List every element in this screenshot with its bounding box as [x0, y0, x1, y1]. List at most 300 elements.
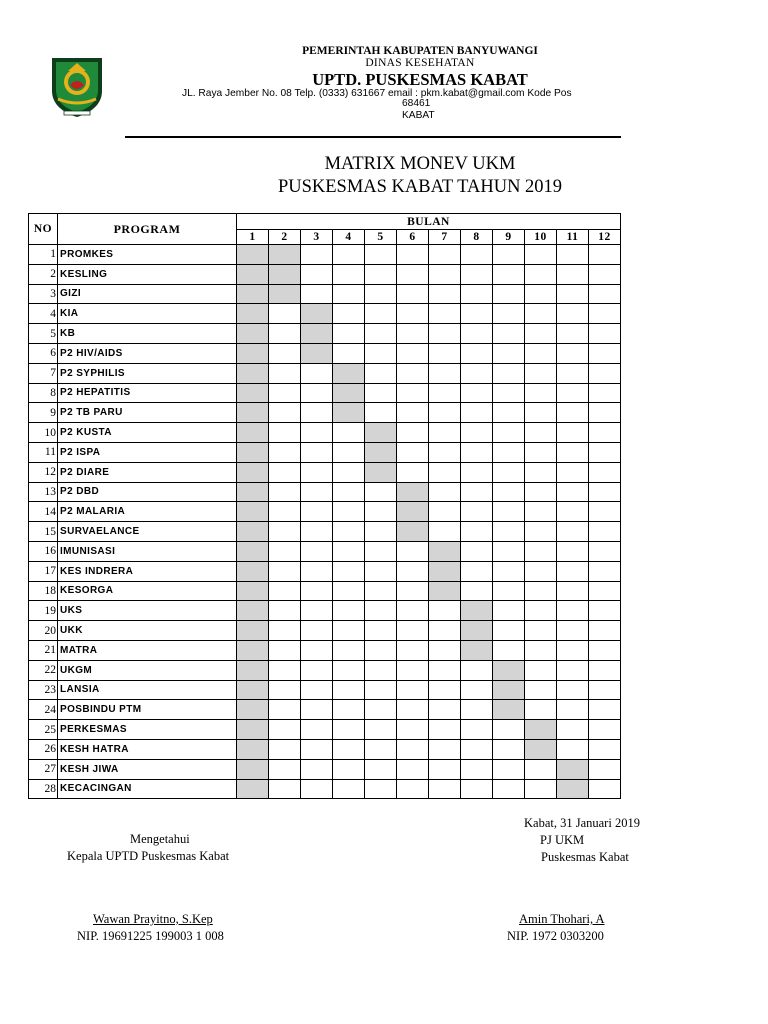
- month-cell: [461, 561, 493, 581]
- month-cell: [301, 442, 333, 462]
- month-cell: [429, 660, 461, 680]
- month-cell: [301, 482, 333, 502]
- month-cell: [269, 561, 301, 581]
- table-row: [29, 343, 621, 363]
- month-cell-scheduled: [269, 264, 301, 284]
- head-name: Wawan Prayitno, S.Kep: [93, 912, 213, 926]
- month-cell-scheduled: [237, 245, 269, 265]
- month-cell: [333, 660, 365, 680]
- month-cell: [429, 383, 461, 403]
- month-cell: [269, 680, 301, 700]
- table-row: [29, 245, 621, 265]
- month-cell: [557, 343, 589, 363]
- month-cell-scheduled: [237, 284, 269, 304]
- table-row: [29, 739, 621, 759]
- month-cell: [589, 601, 621, 621]
- month-cell: [301, 581, 333, 601]
- month-cell: [589, 245, 621, 265]
- signing-date: Kabat, 31 Januari 2019: [524, 816, 640, 830]
- month-cell: [589, 383, 621, 403]
- month-cell: [525, 680, 557, 700]
- month-cell: [525, 403, 557, 423]
- month-cell: [397, 621, 429, 641]
- month-cell: [397, 462, 429, 482]
- month-cell: [301, 363, 333, 383]
- table-row: [29, 502, 621, 522]
- month-cell-scheduled: [237, 541, 269, 561]
- row-number: 14: [29, 502, 58, 522]
- month-cell: [461, 324, 493, 344]
- month-cell: [301, 522, 333, 542]
- month-cell: [525, 423, 557, 443]
- month-cell: [333, 581, 365, 601]
- month-cell-scheduled: [365, 462, 397, 482]
- month-cell: [333, 739, 365, 759]
- row-number: 21: [29, 640, 58, 660]
- table-row: [29, 660, 621, 680]
- month-cell: [557, 502, 589, 522]
- month-cell-scheduled: [237, 680, 269, 700]
- month-cell: [365, 601, 397, 621]
- month-cell: [493, 264, 525, 284]
- month-cell: [301, 383, 333, 403]
- month-cell: [493, 363, 525, 383]
- program-name: GIZI: [58, 284, 237, 304]
- month-cell: [589, 581, 621, 601]
- month-cell: [333, 680, 365, 700]
- row-number: 17: [29, 561, 58, 581]
- month-cell: [557, 621, 589, 641]
- month-cell: [525, 462, 557, 482]
- month-cell: [333, 640, 365, 660]
- month-cell: [269, 324, 301, 344]
- month-cell: [333, 522, 365, 542]
- month-cell: [269, 700, 301, 720]
- month-cell: [525, 779, 557, 799]
- month-cell: [333, 324, 365, 344]
- month-cell: [365, 403, 397, 423]
- row-number: 12: [29, 462, 58, 482]
- month-cell: [493, 739, 525, 759]
- month-cell: [557, 304, 589, 324]
- month-cell: [589, 522, 621, 542]
- month-cell-scheduled: [237, 423, 269, 443]
- institution-name: UPTD. PUSKESMAS KABAT: [312, 70, 528, 89]
- banyuwangi-coat-of-arms-icon: [48, 55, 106, 119]
- month-cell: [429, 245, 461, 265]
- row-number: 3: [29, 284, 58, 304]
- month-cell-scheduled: [365, 442, 397, 462]
- row-number: 10: [29, 423, 58, 443]
- month-cell-scheduled: [429, 581, 461, 601]
- month-cell: [461, 343, 493, 363]
- month-cell: [557, 482, 589, 502]
- month-header: 8: [461, 230, 493, 245]
- month-cell: [493, 581, 525, 601]
- month-cell: [525, 700, 557, 720]
- program-name: POSBINDU PTM: [58, 700, 237, 720]
- month-cell: [365, 502, 397, 522]
- month-cell: [333, 423, 365, 443]
- row-number: 1: [29, 245, 58, 265]
- row-number: 15: [29, 522, 58, 542]
- month-cell: [429, 601, 461, 621]
- month-cell: [589, 680, 621, 700]
- month-cell: [301, 264, 333, 284]
- month-cell: [557, 700, 589, 720]
- month-cell: [557, 442, 589, 462]
- month-cell: [589, 660, 621, 680]
- row-number: 4: [29, 304, 58, 324]
- month-cell: [557, 403, 589, 423]
- month-cell: [333, 779, 365, 799]
- month-cell-scheduled: [333, 383, 365, 403]
- month-cell: [397, 759, 429, 779]
- month-cell: [557, 660, 589, 680]
- month-cell-scheduled: [237, 502, 269, 522]
- month-cell: [493, 522, 525, 542]
- program-name: IMUNISASI: [58, 541, 237, 561]
- month-cell-scheduled: [365, 423, 397, 443]
- table-row: [29, 482, 621, 502]
- month-cell: [461, 482, 493, 502]
- month-cell: [525, 601, 557, 621]
- month-cell: [525, 442, 557, 462]
- month-cell: [301, 245, 333, 265]
- program-name: SURVAELANCE: [58, 522, 237, 542]
- month-cell-scheduled: [397, 522, 429, 542]
- month-cell: [429, 343, 461, 363]
- month-cell: [365, 284, 397, 304]
- program-name: UKGM: [58, 660, 237, 680]
- pj-title: PJ UKM: [540, 833, 585, 847]
- month-cell-scheduled: [397, 502, 429, 522]
- header-month: BULAN: [237, 214, 621, 230]
- program-name: P2 DIARE: [58, 462, 237, 482]
- header-no: NO: [29, 214, 58, 245]
- table-row: [29, 700, 621, 720]
- month-cell: [397, 700, 429, 720]
- month-header: 4: [333, 230, 365, 245]
- month-cell: [397, 739, 429, 759]
- month-cell: [301, 601, 333, 621]
- row-number: 28: [29, 779, 58, 799]
- month-cell-scheduled: [237, 640, 269, 660]
- month-cell: [365, 720, 397, 740]
- month-cell: [269, 403, 301, 423]
- month-cell: [365, 561, 397, 581]
- month-cell-scheduled: [237, 363, 269, 383]
- month-cell: [429, 720, 461, 740]
- month-cell: [461, 759, 493, 779]
- month-cell-scheduled: [333, 363, 365, 383]
- month-cell: [525, 660, 557, 680]
- month-cell: [589, 304, 621, 324]
- month-cell-scheduled: [237, 522, 269, 542]
- program-name: UKS: [58, 601, 237, 621]
- month-cell: [397, 660, 429, 680]
- month-cell: [493, 403, 525, 423]
- month-cell: [493, 442, 525, 462]
- month-cell-scheduled: [493, 700, 525, 720]
- month-cell: [365, 700, 397, 720]
- month-cell: [397, 343, 429, 363]
- month-cell: [461, 720, 493, 740]
- month-cell: [365, 581, 397, 601]
- month-cell: [493, 324, 525, 344]
- month-cell: [333, 245, 365, 265]
- document-title: MATRIX MONEV UKM: [324, 154, 516, 174]
- table-row: [29, 423, 621, 443]
- month-cell: [589, 284, 621, 304]
- month-header: 2: [269, 230, 301, 245]
- month-cell: [365, 680, 397, 700]
- row-number: 2: [29, 264, 58, 284]
- month-cell: [397, 581, 429, 601]
- month-cell: [269, 621, 301, 641]
- month-cell: [525, 502, 557, 522]
- month-header: 1: [237, 230, 269, 245]
- month-cell-scheduled: [237, 561, 269, 581]
- month-cell: [333, 541, 365, 561]
- program-name: P2 HEPATITIS: [58, 383, 237, 403]
- month-cell: [397, 284, 429, 304]
- month-cell: [365, 324, 397, 344]
- month-cell: [429, 403, 461, 423]
- month-cell: [493, 482, 525, 502]
- month-cell-scheduled: [557, 759, 589, 779]
- program-name: UKK: [58, 621, 237, 641]
- month-cell: [589, 502, 621, 522]
- program-name: P2 KUSTA: [58, 423, 237, 443]
- month-cell-scheduled: [237, 621, 269, 641]
- program-name: PROMKES: [58, 245, 237, 265]
- row-number: 23: [29, 680, 58, 700]
- month-cell: [429, 324, 461, 344]
- row-number: 7: [29, 363, 58, 383]
- month-cell: [365, 482, 397, 502]
- month-cell: [493, 462, 525, 482]
- table-row: [29, 720, 621, 740]
- month-cell: [269, 363, 301, 383]
- program-name: MATRA: [58, 640, 237, 660]
- month-cell: [493, 343, 525, 363]
- month-cell: [429, 779, 461, 799]
- month-cell: [365, 264, 397, 284]
- month-cell: [461, 245, 493, 265]
- month-cell-scheduled: [557, 779, 589, 799]
- month-cell: [461, 680, 493, 700]
- month-cell-scheduled: [237, 601, 269, 621]
- month-header: 12: [589, 230, 621, 245]
- table-row: [29, 383, 621, 403]
- program-name: LANSIA: [58, 680, 237, 700]
- month-cell: [557, 581, 589, 601]
- month-cell-scheduled: [237, 700, 269, 720]
- header-program: PROGRAM: [58, 214, 237, 245]
- month-cell-scheduled: [461, 621, 493, 641]
- month-cell: [589, 541, 621, 561]
- month-cell: [461, 700, 493, 720]
- month-cell: [429, 462, 461, 482]
- program-name: KB: [58, 324, 237, 344]
- program-name: PERKESMAS: [58, 720, 237, 740]
- pj-name: Amin Thohari, A: [519, 912, 605, 926]
- month-cell-scheduled: [237, 343, 269, 363]
- month-cell: [589, 264, 621, 284]
- table-row: [29, 363, 621, 383]
- month-cell: [333, 284, 365, 304]
- month-header: 3: [301, 230, 333, 245]
- month-cell: [429, 640, 461, 660]
- program-name: P2 ISPA: [58, 442, 237, 462]
- month-cell: [365, 541, 397, 561]
- month-cell: [461, 264, 493, 284]
- row-number: 22: [29, 660, 58, 680]
- month-cell: [557, 680, 589, 700]
- month-cell: [557, 363, 589, 383]
- table-row: [29, 403, 621, 423]
- month-cell: [493, 383, 525, 403]
- month-cell: [461, 522, 493, 542]
- month-cell: [365, 640, 397, 660]
- table-row: [29, 601, 621, 621]
- program-name: KESH JIWA: [58, 759, 237, 779]
- month-cell: [269, 640, 301, 660]
- month-cell: [365, 660, 397, 680]
- month-cell-scheduled: [429, 541, 461, 561]
- month-cell: [589, 720, 621, 740]
- month-cell: [301, 779, 333, 799]
- month-cell: [301, 462, 333, 482]
- month-cell: [525, 561, 557, 581]
- month-cell-scheduled: [237, 442, 269, 462]
- month-cell: [525, 343, 557, 363]
- program-name: KESLING: [58, 264, 237, 284]
- month-cell: [557, 541, 589, 561]
- month-cell: [301, 680, 333, 700]
- month-header: 9: [493, 230, 525, 245]
- month-header: 11: [557, 230, 589, 245]
- month-cell: [525, 621, 557, 641]
- month-cell: [269, 462, 301, 482]
- month-cell: [589, 482, 621, 502]
- month-cell: [461, 363, 493, 383]
- table-row: [29, 581, 621, 601]
- month-cell: [589, 423, 621, 443]
- head-nip: NIP. 19691225 199003 1 008: [77, 929, 224, 943]
- table-row: [29, 522, 621, 542]
- month-cell: [589, 324, 621, 344]
- program-name: P2 SYPHILIS: [58, 363, 237, 383]
- month-cell: [557, 720, 589, 740]
- month-cell: [269, 383, 301, 403]
- month-cell: [493, 561, 525, 581]
- address-line: JL. Raya Jember No. 08 Telp. (0333) 631667 email : pkm.kabat@gmail.com Kode Pos: [182, 88, 572, 99]
- month-cell: [429, 522, 461, 542]
- month-cell: [269, 720, 301, 740]
- month-cell: [269, 343, 301, 363]
- row-number: 26: [29, 739, 58, 759]
- month-cell: [397, 245, 429, 265]
- month-cell: [461, 779, 493, 799]
- month-cell: [589, 462, 621, 482]
- month-cell: [269, 759, 301, 779]
- month-cell: [557, 522, 589, 542]
- month-cell: [493, 601, 525, 621]
- pj-institution: Puskesmas Kabat: [541, 850, 629, 864]
- month-cell: [525, 541, 557, 561]
- month-cell: [333, 264, 365, 284]
- month-cell-scheduled: [237, 739, 269, 759]
- month-cell: [365, 343, 397, 363]
- table-row: [29, 304, 621, 324]
- month-cell: [365, 304, 397, 324]
- month-cell: [333, 759, 365, 779]
- month-cell-scheduled: [237, 383, 269, 403]
- month-cell: [525, 581, 557, 601]
- month-cell: [461, 581, 493, 601]
- table-row: [29, 264, 621, 284]
- month-header: 6: [397, 230, 429, 245]
- month-cell: [525, 522, 557, 542]
- month-cell: [301, 621, 333, 641]
- month-cell: [589, 343, 621, 363]
- month-cell: [333, 482, 365, 502]
- month-cell: [525, 245, 557, 265]
- month-cell: [493, 759, 525, 779]
- month-cell-scheduled: [237, 462, 269, 482]
- month-cell-scheduled: [237, 482, 269, 502]
- month-cell: [589, 779, 621, 799]
- row-number: 11: [29, 442, 58, 462]
- month-header: 10: [525, 230, 557, 245]
- month-cell: [301, 284, 333, 304]
- month-cell: [397, 363, 429, 383]
- row-number: 27: [29, 759, 58, 779]
- month-cell: [461, 739, 493, 759]
- month-cell-scheduled: [269, 245, 301, 265]
- month-cell: [429, 304, 461, 324]
- month-cell: [557, 561, 589, 581]
- month-cell: [269, 581, 301, 601]
- month-cell: [365, 522, 397, 542]
- table-row: [29, 462, 621, 482]
- row-number: 5: [29, 324, 58, 344]
- month-cell: [301, 660, 333, 680]
- program-name: KECACINGAN: [58, 779, 237, 799]
- month-cell: [429, 482, 461, 502]
- month-cell: [429, 759, 461, 779]
- month-cell: [461, 442, 493, 462]
- month-cell: [557, 640, 589, 660]
- month-cell: [557, 324, 589, 344]
- month-cell: [429, 442, 461, 462]
- month-cell: [333, 343, 365, 363]
- month-cell: [525, 264, 557, 284]
- row-number: 19: [29, 601, 58, 621]
- row-number: 13: [29, 482, 58, 502]
- month-cell: [365, 383, 397, 403]
- month-cell: [269, 522, 301, 542]
- month-cell: [365, 621, 397, 641]
- month-cell: [397, 541, 429, 561]
- month-cell-scheduled: [301, 324, 333, 344]
- month-cell-scheduled: [461, 601, 493, 621]
- month-cell: [461, 462, 493, 482]
- month-cell: [493, 640, 525, 660]
- month-cell: [429, 363, 461, 383]
